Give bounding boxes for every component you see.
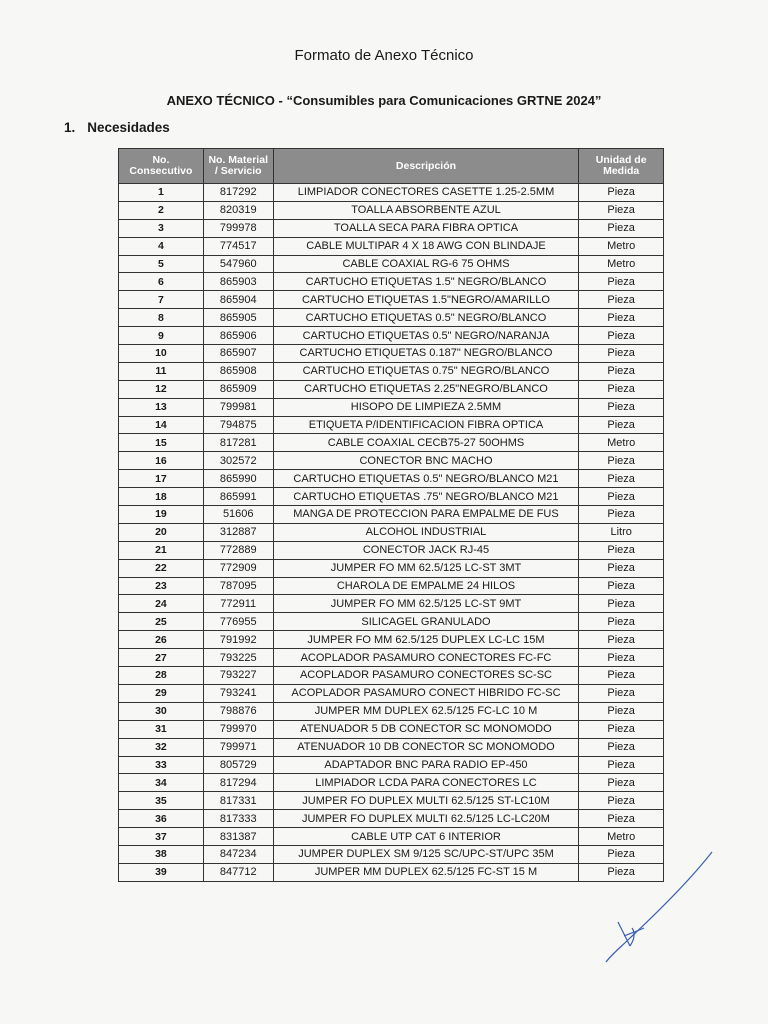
cell-unidad: Pieza <box>579 702 664 720</box>
table-row <box>119 184 664 202</box>
cell-consecutivo: 19 <box>119 506 204 524</box>
cell-material: 831387 <box>203 828 273 846</box>
table-header-row <box>119 149 664 184</box>
cell-descripcion: SILICAGEL GRANULADO <box>273 613 579 631</box>
cell-consecutivo: 6 <box>119 273 204 291</box>
cell-consecutivo: 4 <box>119 237 204 255</box>
cell-descripcion: LIMPIADOR CONECTORES CASETTE 1.25-2.5MM <box>273 184 579 202</box>
table-row <box>119 702 664 720</box>
cell-unidad: Pieza <box>579 756 664 774</box>
cell-material: 799978 <box>203 219 273 237</box>
cell-material: 847712 <box>203 863 273 881</box>
cell-material: 865906 <box>203 327 273 345</box>
cell-material: 799971 <box>203 738 273 756</box>
cell-descripcion: TOALLA SECA PARA FIBRA OPTICA <box>273 219 579 237</box>
cell-consecutivo: 28 <box>119 667 204 685</box>
cell-material: 865990 <box>203 470 273 488</box>
cell-material: 547960 <box>203 255 273 273</box>
cell-descripcion: TOALLA ABSORBENTE AZUL <box>273 201 579 219</box>
header-descripcion: Descripción <box>273 149 579 184</box>
cell-material: 776955 <box>203 613 273 631</box>
cell-unidad: Pieza <box>579 506 664 524</box>
cell-descripcion: JUMPER FO DUPLEX MULTI 62.5/125 ST-LC10M <box>273 792 579 810</box>
cell-descripcion: CARTUCHO ETIQUETAS 0.5" NEGRO/BLANCO <box>273 309 579 327</box>
cell-consecutivo: 29 <box>119 684 204 702</box>
table-row <box>119 291 664 309</box>
cell-unidad: Pieza <box>579 452 664 470</box>
cell-consecutivo: 38 <box>119 845 204 863</box>
table-row <box>119 219 664 237</box>
cell-descripcion: JUMPER FO MM 62.5/125 LC-ST 9MT <box>273 595 579 613</box>
table-row <box>119 488 664 506</box>
cell-descripcion: ETIQUETA P/IDENTIFICACION FIBRA OPTICA <box>273 416 579 434</box>
cell-descripcion: JUMPER MM DUPLEX 62.5/125 FC-LC 10 M <box>273 702 579 720</box>
cell-consecutivo: 26 <box>119 631 204 649</box>
cell-consecutivo: 2 <box>119 201 204 219</box>
cell-descripcion: CARTUCHO ETIQUETAS 0.5" NEGRO/BLANCO M21 <box>273 470 579 488</box>
cell-unidad: Pieza <box>579 774 664 792</box>
table-row <box>119 667 664 685</box>
cell-consecutivo: 23 <box>119 577 204 595</box>
cell-descripcion: HISOPO DE LIMPIEZA 2.5MM <box>273 398 579 416</box>
cell-consecutivo: 8 <box>119 309 204 327</box>
cell-descripcion: CARTUCHO ETIQUETAS 0.5" NEGRO/NARANJA <box>273 327 579 345</box>
cell-unidad: Pieza <box>579 738 664 756</box>
table-row <box>119 720 664 738</box>
cell-consecutivo: 15 <box>119 434 204 452</box>
cell-unidad: Pieza <box>579 380 664 398</box>
cell-unidad: Metro <box>579 434 664 452</box>
cell-descripcion: JUMPER MM DUPLEX 62.5/125 FC-ST 15 M <box>273 863 579 881</box>
cell-material: 805729 <box>203 756 273 774</box>
cell-unidad: Pieza <box>579 631 664 649</box>
cell-unidad: Pieza <box>579 577 664 595</box>
cell-consecutivo: 33 <box>119 756 204 774</box>
cell-material: 302572 <box>203 452 273 470</box>
table-row <box>119 810 664 828</box>
cell-descripcion: ACOPLADOR PASAMURO CONECT HIBRIDO FC-SC <box>273 684 579 702</box>
cell-unidad: Pieza <box>579 863 664 881</box>
table-row <box>119 398 664 416</box>
cell-material: 798876 <box>203 702 273 720</box>
cell-unidad: Pieza <box>579 327 664 345</box>
cell-material: 865908 <box>203 362 273 380</box>
table-row <box>119 684 664 702</box>
table-row <box>119 845 664 863</box>
cell-consecutivo: 27 <box>119 649 204 667</box>
table-row <box>119 774 664 792</box>
cell-material: 817331 <box>203 792 273 810</box>
table-row <box>119 273 664 291</box>
cell-descripcion: CABLE COAXIAL CECB75-27 50OHMS <box>273 434 579 452</box>
cell-material: 799981 <box>203 398 273 416</box>
table-row <box>119 559 664 577</box>
table-row <box>119 523 664 541</box>
table-body <box>119 184 664 882</box>
document-heading: ANEXO TÉCNICO - “Consumibles para Comunicaciones GRTNE 2024” <box>166 93 602 108</box>
cell-descripcion: JUMPER FO MM 62.5/125 LC-ST 3MT <box>273 559 579 577</box>
cell-descripcion: CARTUCHO ETIQUETAS 1.5" NEGRO/BLANCO <box>273 273 579 291</box>
needs-table <box>118 148 664 882</box>
table-row <box>119 863 664 881</box>
cell-material: 865909 <box>203 380 273 398</box>
table-row <box>119 738 664 756</box>
cell-unidad: Metro <box>579 828 664 846</box>
cell-descripcion: CHAROLA DE EMPALME 24 HILOS <box>273 577 579 595</box>
cell-material: 791992 <box>203 631 273 649</box>
cell-descripcion: CONECTOR BNC MACHO <box>273 452 579 470</box>
table-row <box>119 416 664 434</box>
table-row <box>119 362 664 380</box>
table-row <box>119 237 664 255</box>
cell-material: 793227 <box>203 667 273 685</box>
table-row <box>119 345 664 363</box>
cell-unidad: Pieza <box>579 613 664 631</box>
table-row <box>119 541 664 559</box>
cell-unidad: Litro <box>579 523 664 541</box>
cell-descripcion: CABLE COAXIAL RG-6 75 OHMS <box>273 255 579 273</box>
cell-material: 820319 <box>203 201 273 219</box>
cell-material: 794875 <box>203 416 273 434</box>
cell-consecutivo: 7 <box>119 291 204 309</box>
cell-unidad: Pieza <box>579 667 664 685</box>
table-row <box>119 756 664 774</box>
table-row <box>119 792 664 810</box>
cell-consecutivo: 17 <box>119 470 204 488</box>
cell-consecutivo: 13 <box>119 398 204 416</box>
cell-material: 865903 <box>203 273 273 291</box>
cell-material: 865904 <box>203 291 273 309</box>
cell-unidad: Pieza <box>579 649 664 667</box>
table-row <box>119 595 664 613</box>
table-row <box>119 327 664 345</box>
header-no-material: No. Material / Servicio <box>203 149 273 184</box>
cell-consecutivo: 14 <box>119 416 204 434</box>
cell-consecutivo: 5 <box>119 255 204 273</box>
cell-unidad: Pieza <box>579 559 664 577</box>
cell-consecutivo: 39 <box>119 863 204 881</box>
cell-material: 817292 <box>203 184 273 202</box>
cell-material: 772889 <box>203 541 273 559</box>
cell-consecutivo: 11 <box>119 362 204 380</box>
cell-unidad: Pieza <box>579 219 664 237</box>
cell-unidad: Metro <box>579 255 664 273</box>
cell-consecutivo: 12 <box>119 380 204 398</box>
table-row <box>119 201 664 219</box>
cell-consecutivo: 10 <box>119 345 204 363</box>
cell-descripcion: CARTUCHO ETIQUETAS 0.75" NEGRO/BLANCO <box>273 362 579 380</box>
cell-consecutivo: 20 <box>119 523 204 541</box>
cell-material: 847234 <box>203 845 273 863</box>
cell-descripcion: ACOPLADOR PASAMURO CONECTORES FC-FC <box>273 649 579 667</box>
table-row <box>119 649 664 667</box>
cell-consecutivo: 30 <box>119 702 204 720</box>
cell-unidad: Pieza <box>579 845 664 863</box>
section-number: 1. <box>64 120 76 135</box>
cell-descripcion: CARTUCHO ETIQUETAS 2.25"NEGRO/BLANCO <box>273 380 579 398</box>
cell-consecutivo: 31 <box>119 720 204 738</box>
cell-descripcion: CARTUCHO ETIQUETAS 0.187" NEGRO/BLANCO <box>273 345 579 363</box>
table-row <box>119 309 664 327</box>
table-row <box>119 506 664 524</box>
cell-consecutivo: 34 <box>119 774 204 792</box>
table-row <box>119 452 664 470</box>
cell-descripcion: CARTUCHO ETIQUETAS .75" NEGRO/BLANCO M21 <box>273 488 579 506</box>
cell-descripcion: CARTUCHO ETIQUETAS 1.5"NEGRO/AMARILLO <box>273 291 579 309</box>
cell-unidad: Pieza <box>579 184 664 202</box>
cell-consecutivo: 1 <box>119 184 204 202</box>
cell-consecutivo: 32 <box>119 738 204 756</box>
cell-material: 772909 <box>203 559 273 577</box>
table-row <box>119 613 664 631</box>
cell-material: 865991 <box>203 488 273 506</box>
cell-unidad: Pieza <box>579 541 664 559</box>
cell-material: 817333 <box>203 810 273 828</box>
cell-material: 772911 <box>203 595 273 613</box>
table-row <box>119 380 664 398</box>
cell-descripcion: ACOPLADOR PASAMURO CONECTORES SC-SC <box>273 667 579 685</box>
cell-descripcion: LIMPIADOR LCDA PARA CONECTORES LC <box>273 774 579 792</box>
cell-unidad: Pieza <box>579 595 664 613</box>
page-title: Formato de Anexo Técnico <box>294 47 474 64</box>
signature-mark <box>600 850 730 970</box>
cell-material: 865905 <box>203 309 273 327</box>
cell-unidad: Pieza <box>579 273 664 291</box>
cell-material: 51606 <box>203 506 273 524</box>
section-heading <box>64 120 170 135</box>
cell-material: 817281 <box>203 434 273 452</box>
cell-descripcion: CABLE UTP CAT 6 INTERIOR <box>273 828 579 846</box>
cell-material: 865907 <box>203 345 273 363</box>
table-row <box>119 631 664 649</box>
cell-material: 793241 <box>203 684 273 702</box>
cell-unidad: Pieza <box>579 201 664 219</box>
cell-consecutivo: 22 <box>119 559 204 577</box>
cell-unidad: Pieza <box>579 810 664 828</box>
cell-material: 312887 <box>203 523 273 541</box>
cell-consecutivo: 21 <box>119 541 204 559</box>
cell-descripcion: MANGA DE PROTECCION PARA EMPALME DE FUS <box>273 506 579 524</box>
header-no-consecutivo: No. Consecutivo <box>119 149 204 184</box>
cell-descripcion: JUMPER DUPLEX SM 9/125 SC/UPC-ST/UPC 35M <box>273 845 579 863</box>
cell-material: 799970 <box>203 720 273 738</box>
cell-consecutivo: 37 <box>119 828 204 846</box>
cell-unidad: Pieza <box>579 309 664 327</box>
cell-descripcion: ALCOHOL INDUSTRIAL <box>273 523 579 541</box>
cell-consecutivo: 18 <box>119 488 204 506</box>
cell-descripcion: ATENUADOR 10 DB CONECTOR SC MONOMODO <box>273 738 579 756</box>
cell-unidad: Pieza <box>579 345 664 363</box>
table-row <box>119 255 664 273</box>
cell-unidad: Pieza <box>579 792 664 810</box>
cell-unidad: Pieza <box>579 398 664 416</box>
cell-unidad: Metro <box>579 237 664 255</box>
cell-descripcion: JUMPER FO MM 62.5/125 DUPLEX LC-LC 15M <box>273 631 579 649</box>
cell-descripcion: CONECTOR JACK RJ-45 <box>273 541 579 559</box>
cell-material: 787095 <box>203 577 273 595</box>
cell-consecutivo: 9 <box>119 327 204 345</box>
cell-descripcion: JUMPER FO DUPLEX MULTI 62.5/125 LC-LC20M <box>273 810 579 828</box>
table-row <box>119 577 664 595</box>
section-title: Necesidades <box>87 120 170 135</box>
cell-consecutivo: 35 <box>119 792 204 810</box>
table-row <box>119 470 664 488</box>
cell-consecutivo: 16 <box>119 452 204 470</box>
cell-consecutivo: 24 <box>119 595 204 613</box>
cell-descripcion: CABLE MULTIPAR 4 X 18 AWG CON BLINDAJE <box>273 237 579 255</box>
cell-unidad: Pieza <box>579 362 664 380</box>
header-unidad: Unidad de Medida <box>579 149 664 184</box>
cell-consecutivo: 25 <box>119 613 204 631</box>
cell-descripcion: ADAPTADOR BNC PARA RADIO EP-450 <box>273 756 579 774</box>
cell-unidad: Pieza <box>579 291 664 309</box>
table-row <box>119 828 664 846</box>
cell-unidad: Pieza <box>579 684 664 702</box>
cell-consecutivo: 36 <box>119 810 204 828</box>
cell-unidad: Pieza <box>579 720 664 738</box>
cell-material: 774517 <box>203 237 273 255</box>
table-row <box>119 434 664 452</box>
cell-unidad: Pieza <box>579 416 664 434</box>
cell-material: 793225 <box>203 649 273 667</box>
cell-descripcion: ATENUADOR 5 DB CONECTOR SC MONOMODO <box>273 720 579 738</box>
cell-unidad: Pieza <box>579 470 664 488</box>
cell-consecutivo: 3 <box>119 219 204 237</box>
cell-unidad: Pieza <box>579 488 664 506</box>
cell-material: 817294 <box>203 774 273 792</box>
